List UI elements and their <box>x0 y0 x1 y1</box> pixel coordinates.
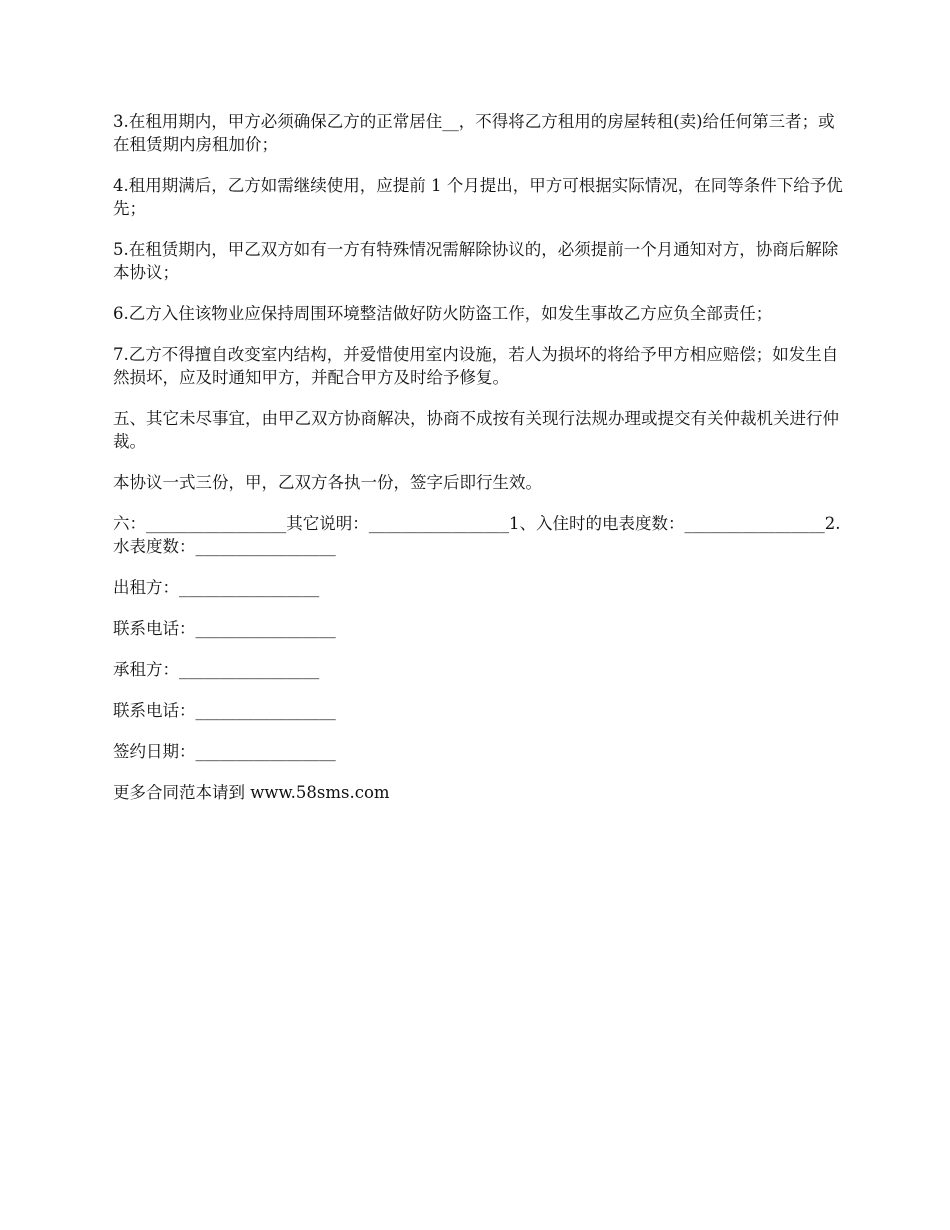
clause-7: 7.乙方不得擅自改变室内结构，并爱惜使用室内设施，若人为损坏的将给予甲方相应赔偿；如发生自然损坏，应及时通知甲方，并配合甲方及时给予修复。 <box>113 345 839 387</box>
clause-6: 6.乙方入住该物业应保持周围环境整洁做好防火防盗工作，如发生事故乙方应负全部责任； <box>113 304 773 323</box>
signing-date-line: 签约日期：_________________ <box>113 742 336 761</box>
lessee-phone-line: 联系电话：_________________ <box>113 701 336 720</box>
footer-website-note: 更多合同范本请到 www.58sms.com <box>113 783 390 802</box>
lessor-signature-line: 出租方：_________________ <box>113 578 320 597</box>
clause-3: 3.在租用期内，甲方必须确保乙方的正常居住__，不得将乙方租用的房屋转租(卖)给任何第三者；或在租赁期内房租加价； <box>113 112 835 154</box>
copies-effective-statement: 本协议一式三份，甲，乙双方各执一份，签字后即行生效。 <box>113 473 542 492</box>
lessee-signature-line: 承租方：_________________ <box>113 660 320 679</box>
clause-4: 4.租用期满后，乙方如需继续使用，应提前 1 个月提出，甲方可根据实际情况，在同等条件下给予优先； <box>113 176 843 218</box>
lessor-phone-line: 联系电话：_________________ <box>113 619 336 638</box>
document-page <box>113 110 843 822</box>
section-6-meter-readings: 六：_________________其它说明：_________________1、入住时的电表度数：_________________2.水表度数：_________________ <box>113 514 841 556</box>
section-5-other-matters: 五、其它未尽事宜，由甲乙双方协商解决，协商不成按有关现行法规办理或提交有关仲裁机关进行仲裁。 <box>113 409 839 451</box>
clause-5: 5.在租赁期内，甲乙双方如有一方有特殊情况需解除协议的，必须提前一个月通知对方，协商后解除本协议； <box>113 240 839 282</box>
